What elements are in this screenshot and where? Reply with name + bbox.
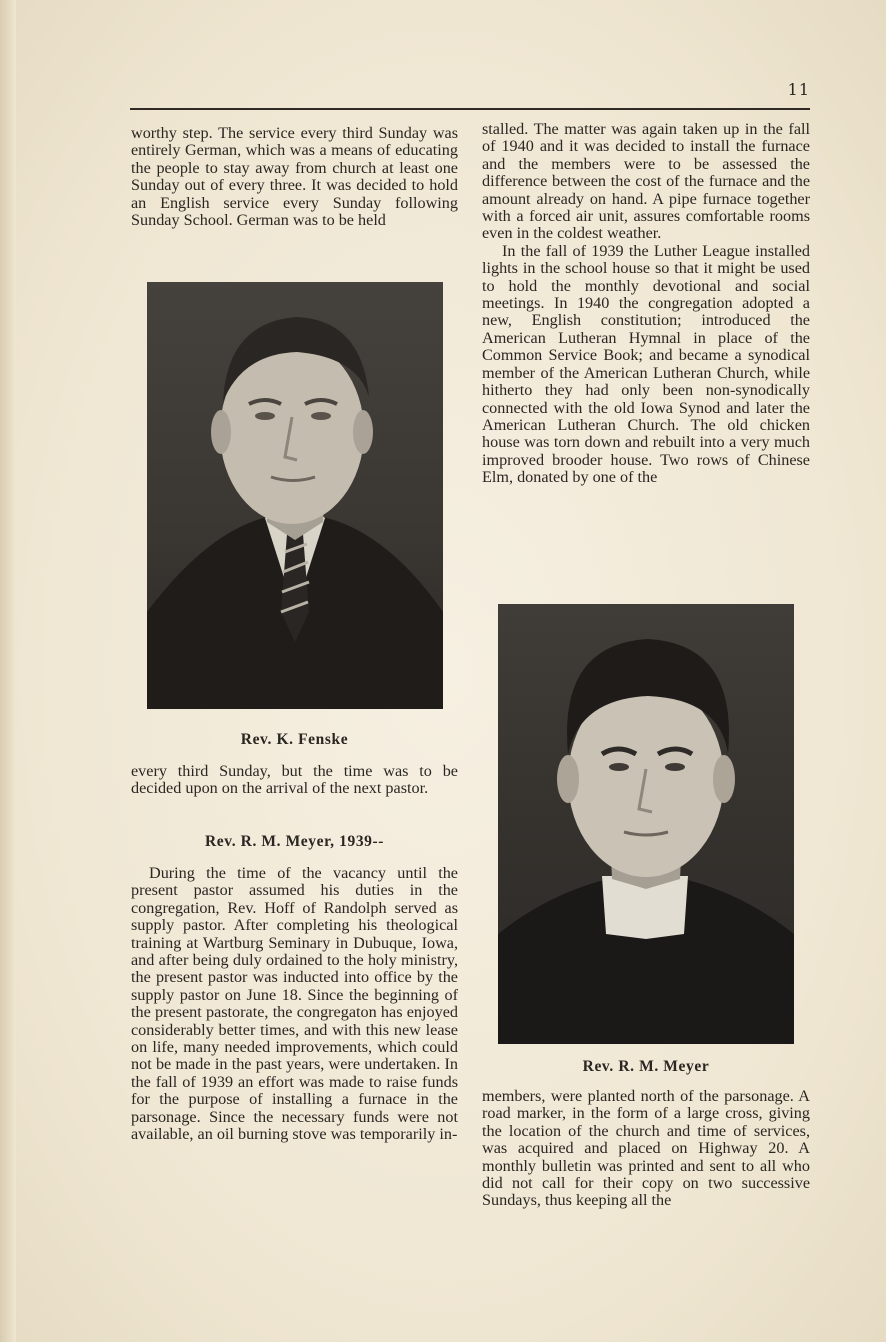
portrait-fenske-photo <box>147 282 443 709</box>
left-column-mid-text: every third Sunday, but the time was to be decided upon on the arrival of the next pastor. <box>131 762 458 798</box>
left-column-bottom-text: During the time of the vacancy until the present pastor assumed his duties in the congregation, Rev. Hoff of Randolph served as supply pastor. After completing his theological training at Wartburg Seminary in Dubuque, Iowa, and after being duly ordained to the holy ministry, the present pastor was inducted into office by the supply pastor on June 18. Since the beginning of the present pastorate, the congregaton has enjoyed considerably better times, and with this new lease on life, many needed improvements, which could not be made in the past years, were undertaken. In the fall of 1939 an effort was made to raise funds for the purpose of installing a furnace in the parsonage. Since the necessary funds were not available, an oil burning stove was temporarily in- <box>131 864 458 1144</box>
left-column-top-text: worthy step. The service every third Sunday was entirely German, which was a means of educating the people to stay away from church at least one Sunday out of every three. It was decided to hold an English service every Sunday following Sunday School. German was to be held <box>131 124 458 230</box>
right-column-paragraph-1: stalled. The matter was again taken up in the fall of 1940 and it was decided to install the furnace and the members were to be assessed the difference between the cost of the furnace and the amount already on hand. A pipe furnace together with a forced air unit, assures comfortable rooms even in the coldest weather. <box>482 120 810 243</box>
caption-fenske: Rev. K. Fenske <box>240 731 349 748</box>
right-column-top-text <box>482 121 810 487</box>
section-heading-meyer: Rev. R. M. Meyer, 1939-- <box>204 833 385 850</box>
binding-edge <box>0 0 16 1342</box>
caption-meyer: Rev. R. M. Meyer <box>582 1058 710 1075</box>
page-number: 11 <box>787 80 810 99</box>
header-rule <box>130 108 810 110</box>
right-column-bottom-text: members, were planted north of the parsonage. A road marker, in the form of a large cross, giving the location of the church and time of services, was acquired and placed on Highway 20. A monthly bulletin was printed and sent to all who did not call for their copy on two successive Sundays, thus keeping all the <box>482 1087 810 1210</box>
portrait-meyer-photo <box>498 604 794 1044</box>
right-column-paragraph-2: In the fall of 1939 the Luther League installed lights in the school house so that it might be used to hold the monthly devotional and social meetings. In 1940 the congregation adopted a new, English constitution; introduced the American Lutheran Hymnal in place of the Common Service Book; and became a synodical member of the American Lutheran Church, while hitherto they had only been non-synodically connected with the old Iowa Synod and later the American Lutheran Church. The old chicken house was torn down and rebuilt into a very much improved brooder house. Two rows of Chinese Elm, donated by one of the <box>482 241 810 487</box>
